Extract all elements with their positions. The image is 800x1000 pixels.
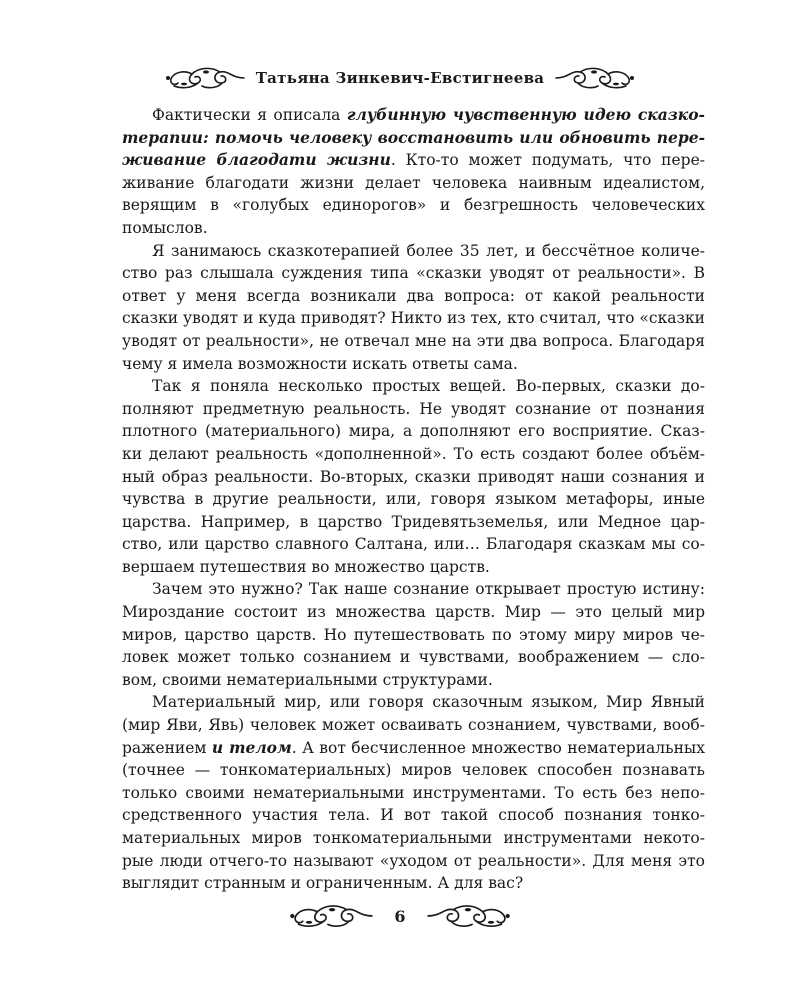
text-run: Так я поняла несколько простых вещей. Во-первых, сказки до-полняют предметную реальность. Не уводят сознание от познания плотного (материального) мира, а дополняют его восприятие. Сказ-ки делают реальность «дополненной». То есть создают более объём-ный образ реальности. Во-вторых, сказки приводят наши сознания и чувства в другие реальности, или, говоря языком метафоры, иные царства. Например, в царство Тридевятьземелья, или Медное цар-ство, или царство славного Салтана, или… Благодаря сказкам мы со-вершаем путешествия во множество царств. xyxy=(122,377,705,576)
text-run: Зачем это нужно? Так наше сознание открывает простую истину: Мироздание состоит из множества царств. Мир — это целый мир миров, царство царств. Но путешествовать по этому миру миров че-ловек может только сознанием и чувствами, воображением — сло-вом, своими нематериальными структурами. xyxy=(122,580,705,689)
body-text xyxy=(122,104,705,895)
text-run: . А вот бесчисленное множество нематериальных (точнее — тонкоматериальных) миров человек способен познавать только своими нематериальными инструментами. То есть без непо-средственного участия тела. И вот такой способ познания тонко-материальных миров тонкоматериальными инструментами некото-рые люди отчего-то называют «уходом от реальности». Для меня это выглядит странным и ограниченным. А для вас? xyxy=(122,738,705,893)
page-footer xyxy=(0,898,800,934)
text-run: . Кто-то может подумать, что пере-живание благодати жизни делает человека наивным идеалистом, верящим в «голубых единорогов» и безгрешность человеческих помыслов. xyxy=(122,151,705,237)
text-run: Фактически я описала xyxy=(152,106,347,124)
paragraph xyxy=(122,240,705,376)
emphasis-text: и телом xyxy=(211,737,292,757)
paragraph xyxy=(122,375,705,578)
text-run: Я занимаюсь сказкотерапией более 35 лет, и бессчётное количе-ство раз слышала суждения типа «сказки уводят от реальности». В ответ у меня всегда возникали два вопроса: от какой реальности сказки уводят и куда приводят? Никто из тех, кто считал, что «сказки уводят от реальности», не отвечал мне на эти два вопроса. Благодаря чему я имела возможности искать ответы сама. xyxy=(122,241,705,373)
emphasis-text: глубинную чувственную идею сказко-терапии: помочь человеку восстановить или обновить пере-живание благодати жизни xyxy=(122,105,705,170)
flourish-ornament-left-icon xyxy=(162,64,246,92)
flourish-ornament-right-icon xyxy=(554,64,638,92)
text-run: Материальный мир, или говоря сказочным языком, Мир Явный (мир Яви, Явь) человек может осваивать сознанием, чувствами, вооб-ражением xyxy=(122,693,705,757)
paragraph xyxy=(122,578,705,691)
flourish-ornament-right-icon xyxy=(426,901,514,931)
flourish-ornament-left-icon xyxy=(286,901,374,931)
page-number: 6 xyxy=(394,906,406,926)
paragraph xyxy=(122,691,705,894)
running-header-title: Татьяна Зинкевич-Евстигнеева xyxy=(255,69,545,87)
paragraph xyxy=(122,104,705,240)
running-header xyxy=(0,62,800,94)
